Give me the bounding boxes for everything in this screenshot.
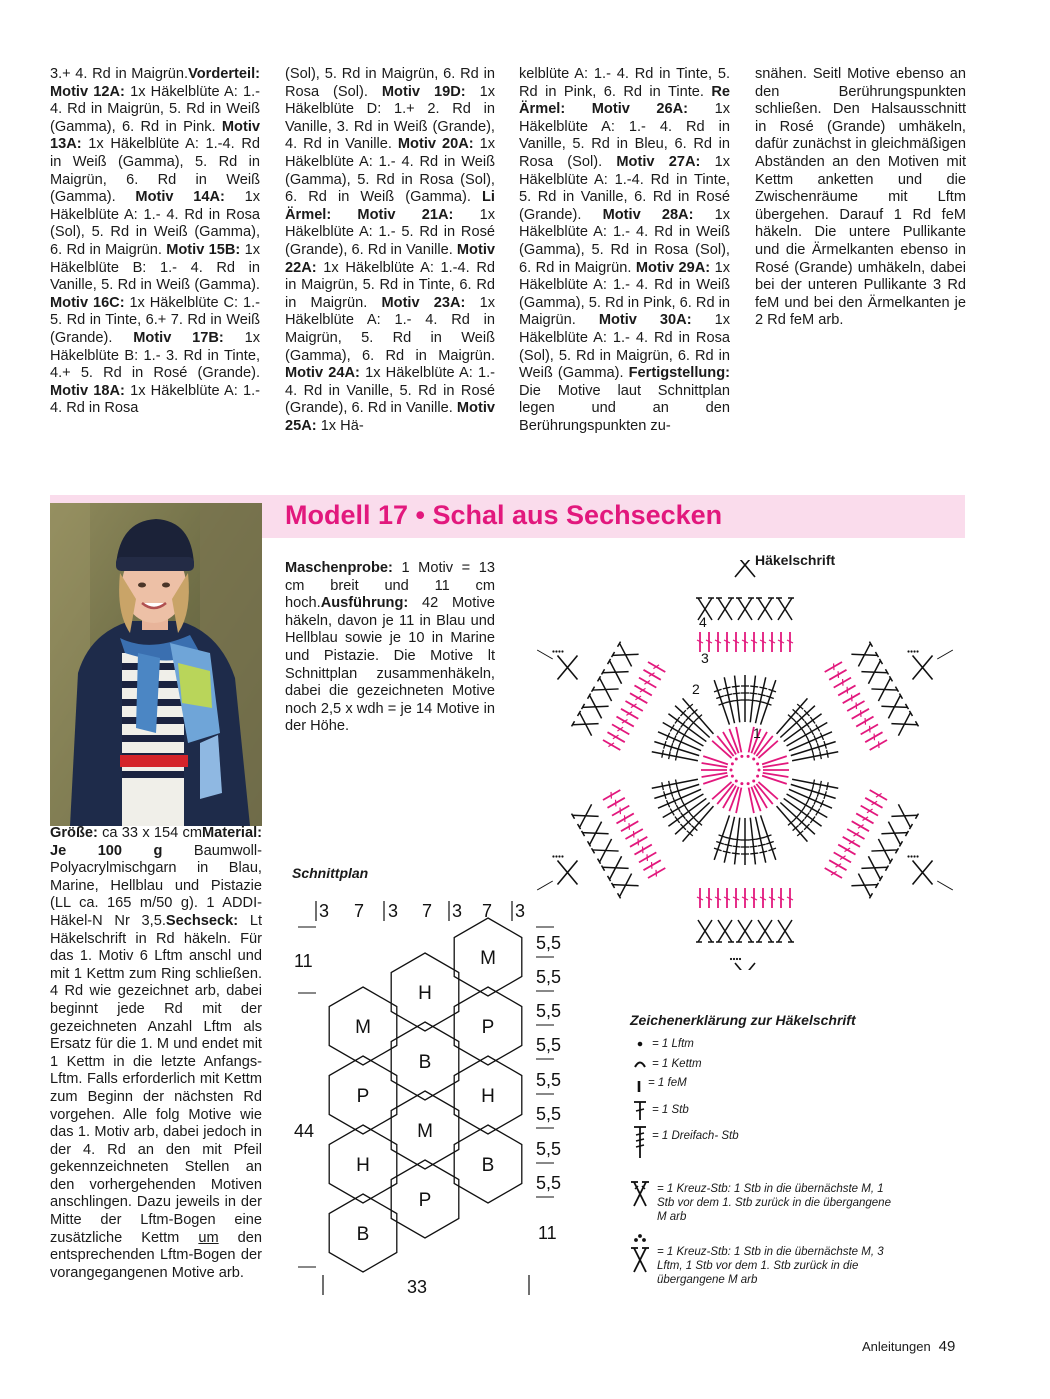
hexagon-label: P [418, 1190, 432, 1211]
hexagon-label: B [418, 1052, 432, 1073]
hexagon-label: H [418, 983, 432, 1004]
right-dimension: 11 [538, 1223, 557, 1243]
model-photo [50, 503, 262, 826]
bold-term: Vorderteil: Motiv 12A: [50, 66, 260, 100]
double-crochet-icon [634, 1102, 646, 1120]
right-dimension: 5,5 [536, 1104, 562, 1124]
bold-term: Motiv 29A: [635, 259, 711, 276]
bold-term: Motiv 18A: [50, 382, 125, 399]
bold-term: Motiv 30A: [598, 312, 692, 329]
legend-item: = 1 Kreuz-Stb: 1 Stb in die übernächste M, 3 Lftm, 1 Stb vor dem 1. Stb zurück in die übergangene M arb [657, 1246, 884, 1286]
right-dimension: 5,5 [536, 1001, 562, 1021]
chain-stitch-icon [638, 1042, 641, 1045]
top-number: 3 [452, 901, 463, 921]
bold-term: Motiv 19D: [381, 83, 466, 100]
crochet-chart [520, 560, 970, 970]
text-column-1: 3.+ 4. Rd in Maigrün.Vorderteil: Motiv 12A: 1x Häkelblüte A: 1.- 4. Rd in Maigrün, 5. Rd in Weiß (Gamma), 6. Rd in Pink. Motiv 13A: 1x Häkelblüte A: 1.-4. Rd in Weiß (Gamma), 5. Rd in Maigrün, 6. Rd in Weiß (Gamma). Motiv 14A: 1x Häkelblüte A: 1.- 4. Rd in Rosa (Sol), 5. Rd in Weiß (Gamma), 6. Rd in Maigrün. Motiv 15B: 1x Häkelblüte B: 1.- 4. Rd in Vanille, 5. Rd in Weiß (Gamma). Motiv 16C: 1x Häkelblüte C: 1.- 5. Rd in Tinte, 6.+ 7. Rd in Weiß (Grande). Motiv 17B: 1x Häkelblüte B: 1.- 3. Rd in Tinte, 4.+ 5. Rd in Rosé (Grande). Motiv 18A: 1x Häkelblüte A: 1.- 4. Rd in Rosa [50, 66, 261, 417]
text-column-2: (Sol), 5. Rd in Maigrün, 6. Rd in Rosa (Sol). Motiv 19D: 1x Häkelblüte D: 1.+ 2. Rd in Vanille, 3. Rd in Weiß (Grande), 4. Rd in Vanille. Motiv 20A: 1x Häkelblüte A: 1.- 4. Rd in Weiß (Gamma), 5. Rd in Rosa (Sol), 6. Rd in Weiß (Gamma). Li Ärmel: Motiv 21A: 1x Häkelblüte A: 1.- 5. Rd in Rosé (Grande), 6. Rd in Vanille. Motiv 22A: 1x Häkelblüte A: 1.-4. Rd in Maigrün, 5. Rd in Tinte, 6. Rd in Maigrün. Motiv 23A: 1x Häkelblüte A: 1.- 4. Rd in Maigrün, 5. Rd in Weiß (Gamma), 6. Rd in Maigrün. Motiv 24A: 1x Häkelblüte A: 1.- 4. Rd in Vanille, 5. Rd in Rosé (Grande), 6. Rd in Vanille. Motiv 25A: 1x Hä- [285, 66, 496, 434]
bold-term: Motiv 17B: [133, 329, 224, 346]
right-dimension: 5,5 [536, 1173, 562, 1193]
bold-term: Re Ärmel: Motiv 26A: [519, 83, 730, 118]
hexagon-label: H [356, 1155, 370, 1176]
page-number: 49 [938, 1338, 956, 1355]
underlined-term: um [198, 1229, 219, 1246]
bold-term: Ausführung: [320, 595, 409, 612]
legend-item: = 1 Kettm [652, 1058, 702, 1070]
hexagon-label: P [481, 1017, 495, 1038]
top-number: 3 [319, 901, 330, 921]
left-dimension: 11 [294, 951, 313, 971]
hexagon-label: H [481, 1086, 495, 1107]
top-number: 3 [388, 901, 399, 921]
right-dimension: 5,5 [536, 1139, 562, 1159]
round-number: 2 [692, 681, 700, 697]
bold-term: Motiv 22A: [285, 241, 495, 276]
cross-stitch-icon [631, 1182, 649, 1206]
legend-item: = 1 feM [648, 1077, 687, 1089]
round-number: 4 [699, 614, 707, 630]
hexagon-label: M [355, 1017, 371, 1038]
bold-term: Motiv 23A: [381, 294, 466, 311]
cross-stitch-chain-icon [631, 1235, 649, 1272]
top-number: 7 [482, 901, 493, 921]
slip-stitch-icon [635, 1063, 645, 1068]
top-number: 7 [422, 901, 433, 921]
haekelschrift-title: Häkelschrift [755, 552, 836, 568]
text-column-4: snähen. Seitl Motive ebenso an den Berührungspunkten schließen. Den Halsausschnitt in Rosé (Grande) umhäkeln, dafür zunächst in gleichmäßigen Abständen an den Motiven mit Kettm anketten und die Zwischenräume mit Lftm übergehen. Darauf 1 Rd feM häkeln. Die untere Pullikante und die Ärmelkanten ebenso in Rosé (Grande) umhäkeln, dabei bei der unteren Pullikante 3 Rd feM und bei den Ärmelkanten je 2 Rd feM arb. [755, 66, 966, 329]
legend-title: Zeichenerklärung zur Häkelschrift [630, 1012, 856, 1028]
bold-term: Motiv 20A: [397, 136, 474, 153]
bold-term: Größe: [50, 825, 98, 841]
schnittplan-title: Schnittplan [292, 865, 369, 881]
bold-term: Motiv 13A: [50, 118, 260, 153]
bottom-dimension: 33 [407, 1277, 428, 1297]
text-column-3: kelblüte A: 1.- 4. Rd in Tinte, 5. Rd in Pink, 6. Rd in Tinte. Re Ärmel: Motiv 26A: 1x Häkelblüte A: 1.- 4. Rd in Vanille, 5. Rd in Bleu, 6. Rd in Rosa (Sol). Motiv 27A: 1x Häkelblüte A: 1.-4. Rd in Tinte, 5. Rd in Vanille, 6. Rd in Rosé (Grande). Motiv 28A: 1x Häkelblüte A: 1.- 4. Rd in Weiß (Gamma), 5. Rd in Rosa (Sol), 6. Rd in Maigrün. Motiv 29A: 1x Häkelblüte A: 1.- 4. Rd in Weiß (Gamma), 5. Rd in Pink, 6. Rd in Maigrün. Motiv 30A: 1x Häkelblüte A: 1.- 4. Rd in Rosa (Sol), 5. Rd in Maigrün, 6. Rd in Weiß (Gamma). Fertigstellung: Die Motive laut Schnittplan legen und an den Berührungspunkten zu- [519, 66, 731, 434]
right-dimension: 5,5 [536, 967, 562, 987]
round-number: 1 [753, 725, 761, 741]
legend-item: = 1 Lftm [652, 1038, 694, 1050]
top-number: 3 [515, 901, 526, 921]
bold-term: Motiv 14A: [135, 189, 225, 206]
maschenprobe-text: Maschenprobe: 1 Motiv = 13 cm breit und 11 cm hoch.Ausführung: 42 Motive häkeln, davon je 11 in Blau und Hellblau sowie je 10 in Marine und Pistazie. Die Motive lt Schnittplan zusammenhäkeln, dabei die gezeichneten Motive noch 2,5 x wdh = je 14 Motive in der Höhe. [285, 560, 495, 735]
hexagon-label: M [417, 1121, 433, 1142]
right-dimension: 5,5 [536, 933, 562, 953]
hexagon-label: M [480, 948, 496, 969]
bold-term: Fertigstellung: [628, 365, 730, 382]
top-number: 7 [354, 901, 365, 921]
bold-term: Sechseck: [165, 912, 239, 929]
bold-term: Motiv 24A: [285, 365, 360, 382]
legend-item: = 1 Kreuz-Stb: 1 Stb in die übernächste M, 1 Stb vor dem 1. Stb zurück in die übergangene M arb [657, 1183, 891, 1223]
bold-term: Maschenprobe: [285, 560, 393, 576]
instructions-text: Größe: ca 33 x 154 cmMaterial: Je 100 g Baumwoll-Polyacrylmischgarn in Blau, Marine, Hellblau und Pistazie (LL ca. 165 m/50 g). 1 ADDI-Häkel-N Nr 3,5.Sechseck: Lt Häkelschrift in Rd häkeln. Für das 1. Motiv 6 Lftm anschl und mit 1 Kettm zum Ring schließen. 4 Rd wie gezeichnet arb, dabei beginnt jede Rd mit der gezeichneten Anzahl Lftm als Ersatz für die 1. M und endet mit 1 Kettm in die letzte Anfangs-Lftm. Falls erforderlich mit Kettm zum Beginn der nächsten Rd vorgehen. Alle folg Motive wie das 1. Motiv arb, dabei jedoch in der 4. Rd an den mit Pfeil gekennzeichneten Stellen an den vorhergehenden Motiven anschlingen. Dazu jeweils in der Mitte der Lftm-Bogen eine zusätzliche Kettm um den entsprechenden Lftm-Bogen der vorangegangenen Motive arb. [50, 825, 263, 1281]
right-dimension: 5,5 [536, 1070, 562, 1090]
hexagon-label: P [356, 1086, 370, 1107]
legend-item: = 1 Stb [652, 1104, 689, 1116]
bold-term: Motiv 15B: [166, 241, 241, 258]
footer-section: Anleitungen [862, 1339, 931, 1354]
hexagon-label: B [481, 1155, 495, 1176]
legend-item: = 1 Dreifach- Stb [652, 1130, 739, 1142]
model-title: Modell 17 • Schal aus Sechsecken [285, 500, 723, 530]
bold-term: Motiv 16C: [50, 294, 125, 311]
hexagon-label: B [356, 1224, 370, 1245]
round-number: 3 [701, 650, 709, 666]
left-dimension: 44 [294, 1121, 315, 1141]
bold-term: Li Ärmel: Motiv 21A: [285, 189, 495, 223]
legend [630, 1012, 960, 1286]
page-footer [862, 1338, 955, 1355]
bold-term: Motiv 27A: [616, 153, 701, 170]
triple-crochet-icon [634, 1127, 646, 1158]
bold-term: Material: Je 100 g [50, 825, 262, 859]
bold-term: Motiv 28A: [602, 206, 694, 223]
bold-term: Motiv 25A: [285, 400, 495, 434]
right-dimension: 5,5 [536, 1035, 562, 1055]
